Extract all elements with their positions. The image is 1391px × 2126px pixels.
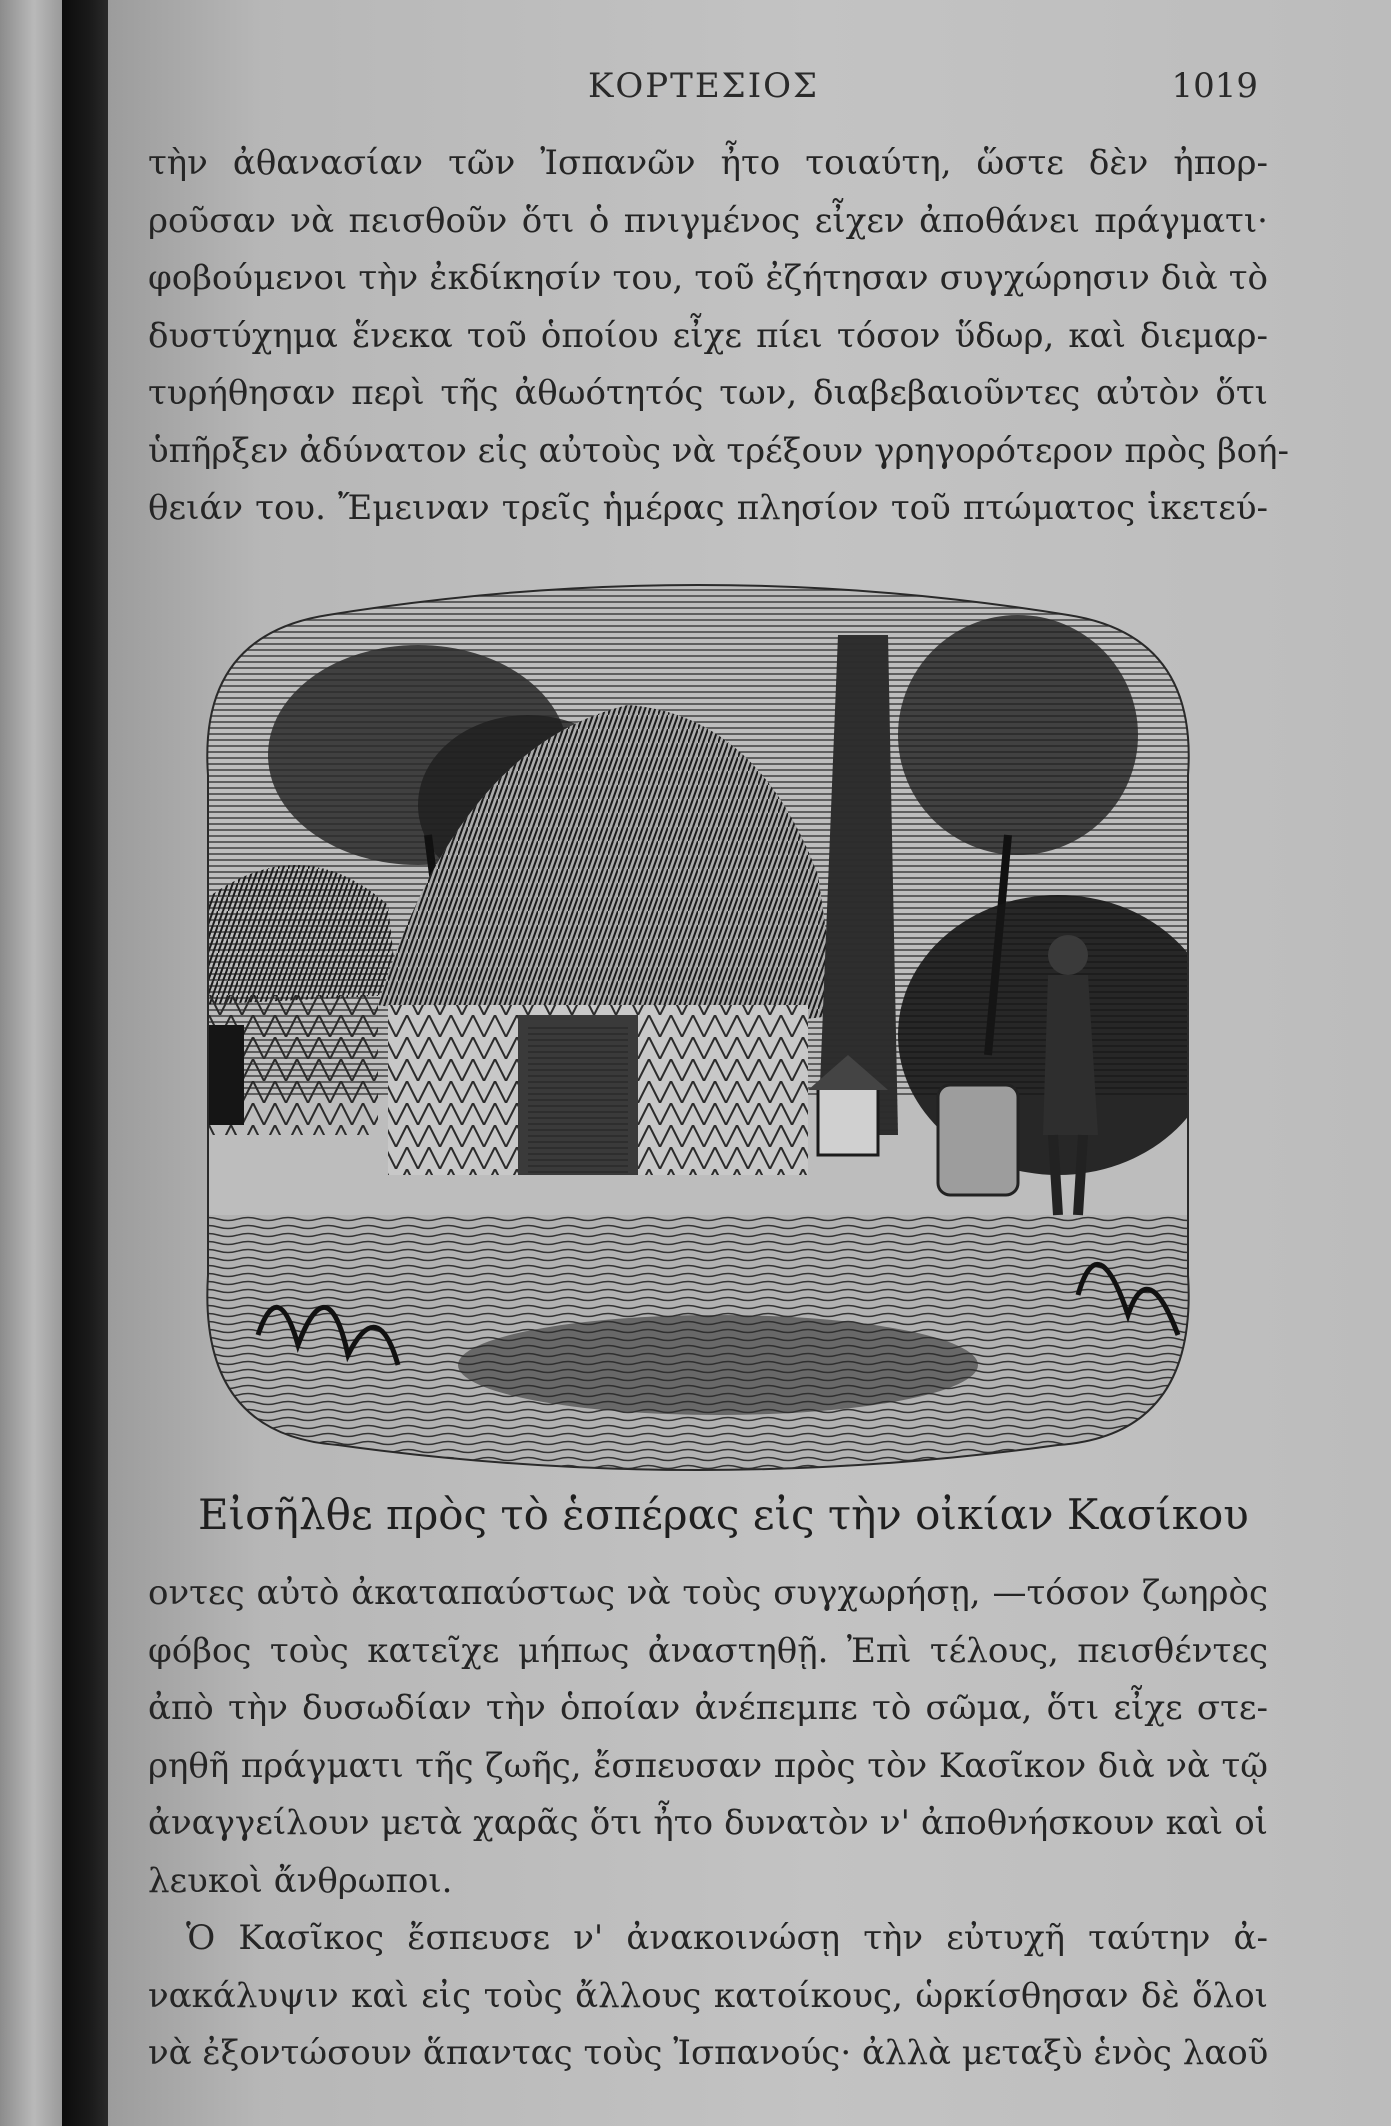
text-line: λευκοὶ ἄνθρωποι.: [148, 1860, 453, 1901]
text-line: οντες αὐτὸ ἀκαταπαύστως νὰ τοὺς συγχωρήσῃ, —τόσον ζωηρὸς: [148, 1573, 1268, 1613]
text-line: Ὁ Κασῖκος ἔσπευσε ν' ἀνακοινώσῃ τὴν εὐτυχῆ ταύτην ἀ-: [186, 1918, 1268, 1958]
book-page: [108, 0, 1391, 2126]
text-line: ροῦσαν νὰ πεισθοῦν ὅτι ὁ πνιγμένος εἶχεν ἀποθάνει πράγματι·: [148, 200, 1268, 241]
text-line: ἀναγγείλουν μετὰ χαρᾶς ὅτι ἦτο δυνατὸν ν' ἀποθνήσκουν καὶ οἱ: [148, 1803, 1268, 1843]
text-line: τὴν ἀθανασίαν τῶν Ἰσπανῶν ἦτο τοιαύτη, ὥστε δὲν ἠπορ-: [148, 143, 1268, 183]
text-line: ρηθῆ πράγματι τῆς ζωῆς, ἔσπευσαν πρὸς τὸν Κασῖκον διὰ νὰ τῷ: [148, 1745, 1268, 1786]
text-line: νακάλυψιν καὶ εἰς τοὺς ἄλλους κατοίκους, ὡρκίσθησαν δὲ ὅλοι: [148, 1975, 1268, 2016]
running-head-title: ΚΟΡΤΕΣΙΟΣ: [588, 66, 820, 106]
running-head: [108, 66, 1268, 116]
page-number: 1019: [1171, 66, 1258, 106]
text-block-top: [148, 135, 1290, 538]
previous-page-edge: [0, 0, 62, 2126]
text-line: φόβος τοὺς κατεῖχε μήπως ἀναστηθῇ. Ἐπὶ τέλους, πεισθέντες: [148, 1630, 1268, 1671]
illustration-caption: Εἰσῆλθε πρὸς τὸ ἑσπέρας εἰς τὴν οἰκίαν Κασίκου: [198, 1490, 1249, 1539]
text-line: νὰ ἐξοντώσουν ἅπαντας τοὺς Ἰσπανούς· ἀλλὰ μεταξὺ ἑνὸς λαοῦ: [148, 2033, 1269, 2073]
text-line: τυρήθησαν περὶ τῆς ἀθωότητός των, διαβεβαιοῦντες αὐτὸν ὅτι: [148, 373, 1268, 413]
text-block-bottom: [148, 1565, 1268, 2083]
engraving-illustration: [198, 575, 1198, 1475]
text-line: δυστύχημα ἕνεκα τοῦ ὁποίου εἶχε πίει τόσον ὕδωρ, καὶ διεμαρ-: [148, 315, 1268, 356]
text-line: φοβούμενοι τὴν ἐκδίκησίν του, τοῦ ἐζήτησαν συγχώρησιν διὰ τὸ: [148, 258, 1268, 298]
text-line: ὑπῆρξεν ἀδύνατον εἰς αὐτοὺς νὰ τρέξουν γρηγορότερον πρὸς βοή-: [148, 430, 1290, 471]
text-line: θειάν του. Ἔμειναν τρεῖς ἡμέρας πλησίον τοῦ πτώματος ἱκετεύ-: [148, 488, 1268, 528]
text-line: ἀπὸ τὴν δυσωδίαν τὴν ὁποίαν ἀνέπεμπε τὸ σῶμα, ὅτι εἶχε στε-: [148, 1688, 1268, 1728]
book-gutter: [62, 0, 108, 2126]
